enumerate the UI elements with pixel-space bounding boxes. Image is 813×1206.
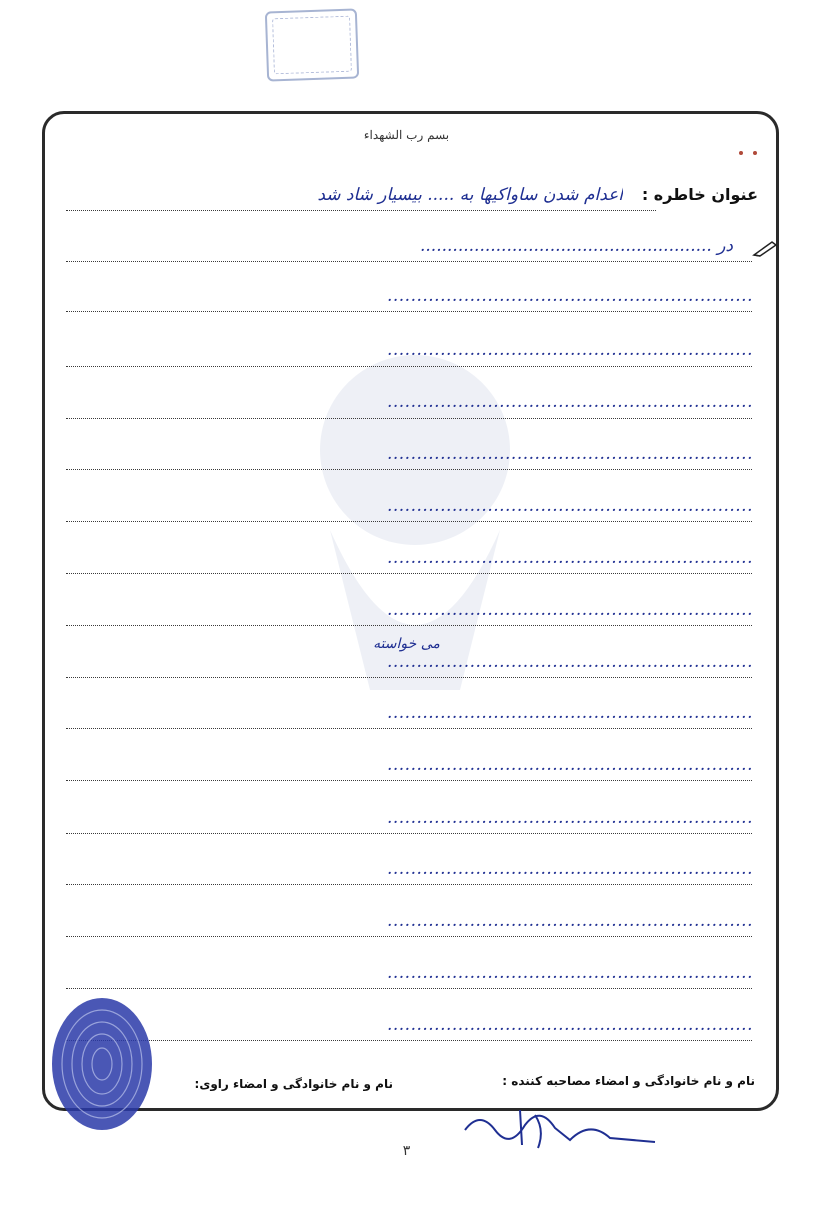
handwritten-line: ..............................................................: [386, 444, 753, 464]
handwritten-line: در ......................................................: [420, 236, 733, 256]
ruled-line: [66, 988, 752, 989]
handwritten-line: ..............................................................: [386, 548, 753, 568]
ruled-line: [66, 625, 752, 626]
handwritten-line: ..............................................................: [386, 496, 753, 516]
ruled-line: [66, 884, 752, 885]
ruled-line: [66, 469, 752, 470]
ruled-line: [66, 780, 752, 781]
ruled-line: [66, 261, 752, 262]
handwritten-line: ..............................................................: [386, 1015, 753, 1035]
handwritten-word: می خواسته: [373, 636, 440, 652]
handwritten-line: ..............................................................: [386, 808, 753, 828]
ruled-line: [66, 573, 752, 574]
stamp: [265, 8, 359, 81]
ruled-line: [66, 311, 752, 312]
ruled-line: [66, 677, 752, 678]
ruled-line: [66, 833, 752, 834]
ruled-line: [66, 521, 752, 522]
ruled-line: [66, 210, 656, 211]
ruled-line: [66, 366, 752, 367]
ruled-line: [66, 728, 752, 729]
handwritten-line: ..............................................................: [386, 340, 753, 360]
handwritten-line: اعدام شدن ساواکیها به ..... بیسیار شاد شد: [317, 185, 623, 205]
handwritten-line: ..............................................................: [386, 755, 753, 775]
pen-icon: [752, 239, 778, 257]
page-number: ۳: [402, 1143, 411, 1159]
handwritten-line: ..............................................................: [386, 859, 753, 879]
handwritten-line: ..............................................................: [386, 703, 753, 723]
memoir-title-label: عنوان خاطره :: [641, 185, 758, 204]
handwritten-line: ..............................................................: [386, 911, 753, 931]
ruled-line: [66, 936, 752, 937]
ruled-line: [66, 418, 752, 419]
handwritten-line: ..............................................................: [386, 600, 753, 620]
thumbprint: [48, 993, 156, 1135]
handwritten-line: ..............................................................: [386, 286, 753, 306]
bismillah: بسم رب الشهداء: [363, 128, 450, 142]
handwritten-line: ..............................................................: [386, 392, 753, 412]
decorative-dots: [727, 140, 757, 148]
interviewer-signature-label: نام و نام خانوادگی و امضاء مصاحبه کننده :: [502, 1074, 755, 1088]
narrator-signature-label: نام و نام خانوادگی و امضاء راوی:: [194, 1077, 393, 1091]
handwritten-line: ..............................................................: [386, 963, 753, 983]
ruled-line: [66, 1040, 752, 1041]
handwritten-line: ..............................................................: [386, 652, 753, 672]
